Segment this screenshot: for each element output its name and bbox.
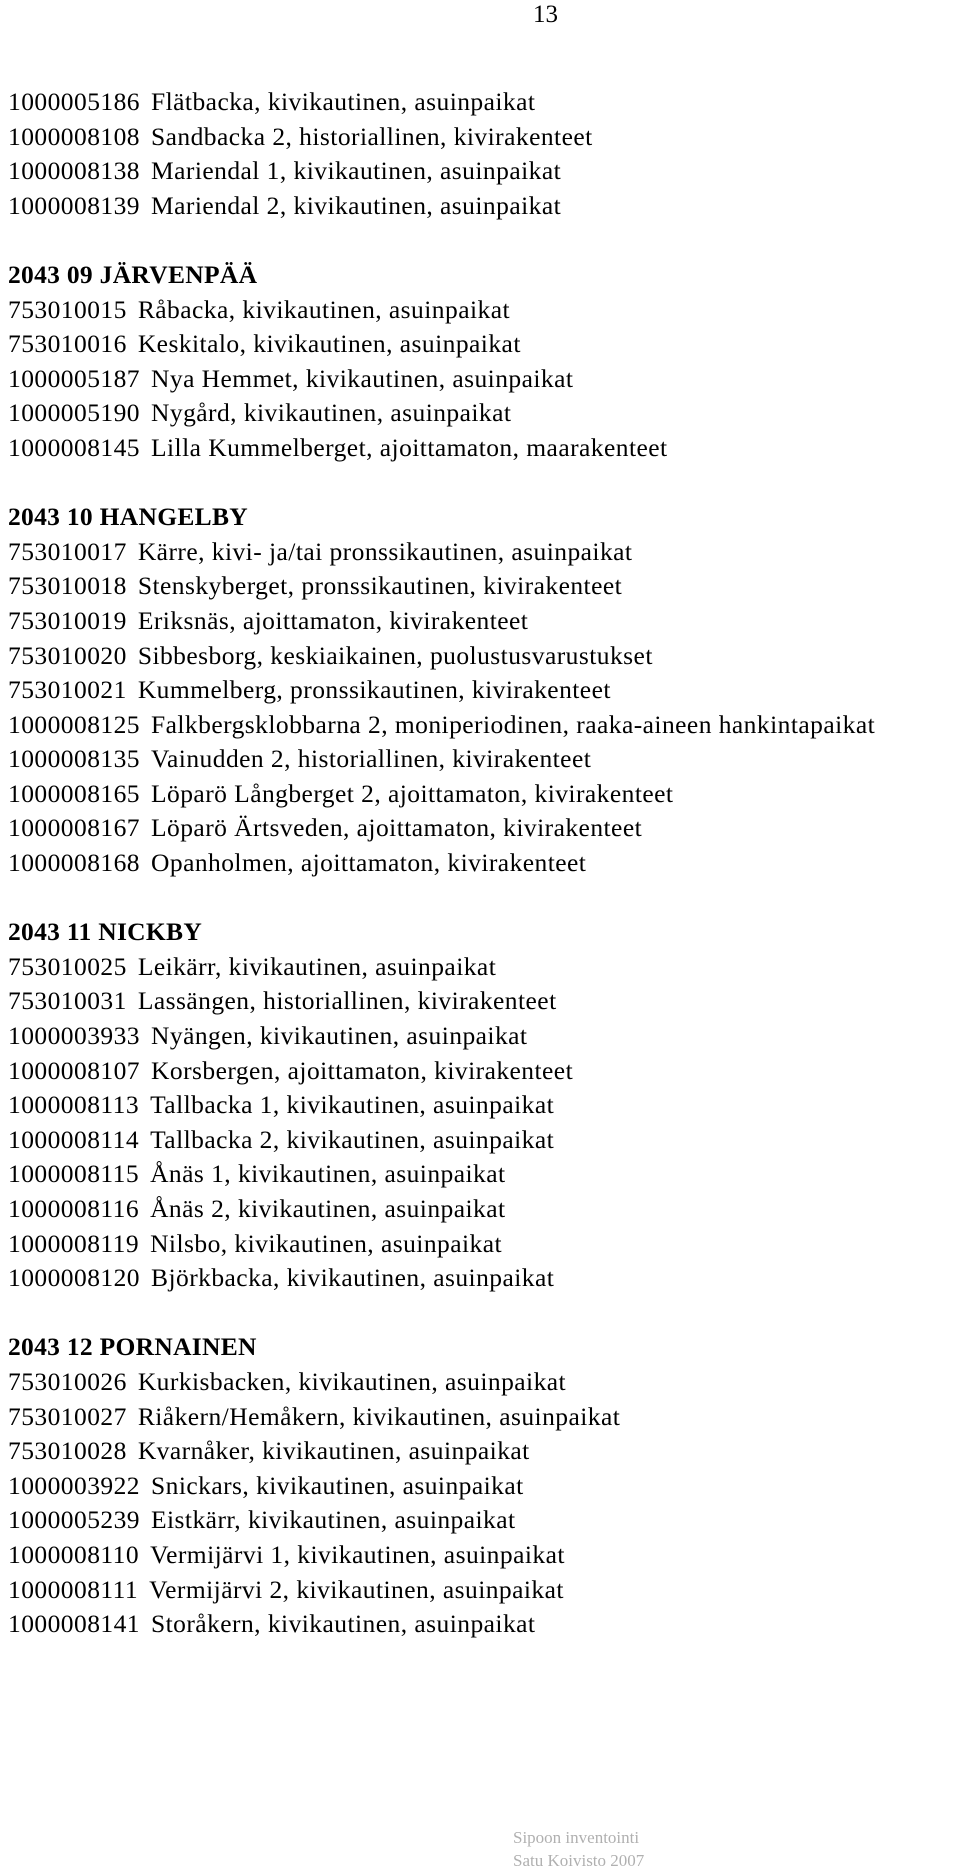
site-description: Mariendal 1, kivikautinen, asuinpaikat: [151, 156, 562, 186]
list-item: [8, 1192, 958, 1227]
site-code: 1000008108: [8, 121, 140, 151]
list-item: [8, 535, 958, 570]
list-item: [8, 742, 958, 777]
section-entries: [8, 1365, 958, 1642]
site-description: Vermijärvi 1, kivikautinen, asuinpaikat: [150, 1539, 565, 1569]
site-code: 1000003933: [8, 1021, 140, 1051]
list-item: [8, 1573, 958, 1608]
site-code: 1000008125: [8, 709, 140, 739]
site-description: Löparö Långberget 2, ajoittamaton, kivirakenteet: [151, 778, 674, 808]
site-description: Nyängen, kivikautinen, asuinpaikat: [151, 1021, 528, 1051]
site-code: 1000008116: [8, 1194, 140, 1223]
site-code: 1000008110: [8, 1539, 140, 1569]
site-description: Eistkärr, kivikautinen, asuinpaikat: [151, 1505, 516, 1535]
list-item: [8, 1469, 958, 1504]
list-item: [8, 1400, 958, 1435]
site-code: 1000008139: [8, 190, 140, 220]
list-item: [8, 1019, 958, 1054]
site-description: Riåkern/Hemåkern, kivikautinen, asuinpaikat: [137, 1401, 621, 1431]
site-code: 1000008107: [8, 1055, 140, 1085]
document-body: [8, 85, 958, 1642]
site-code: 1000008168: [8, 848, 140, 878]
site-code: 1000003922: [8, 1470, 140, 1500]
site-code: 753010015: [8, 294, 127, 324]
list-item: [8, 1054, 958, 1089]
site-description: Ånäs 1, kivikautinen, asuinpaikat: [150, 1159, 506, 1189]
site-code: 1000005187: [8, 363, 140, 393]
list-item: [8, 1503, 958, 1538]
site-description: Storåkern, kivikautinen, asuinpaikat: [151, 1609, 536, 1639]
list-item: [8, 984, 958, 1019]
site-description: Stenskyberget, pronssikautinen, kivirakenteet: [137, 571, 623, 601]
list-item: [8, 1365, 958, 1400]
site-description: Flätbacka, kivikautinen, asuinpaikat: [151, 87, 536, 116]
site-code: 1000008114: [8, 1124, 140, 1154]
site-description: Sandbacka 2, historiallinen, kivirakenteet: [151, 121, 593, 151]
municipality-section: [8, 915, 958, 1296]
site-code: 1000008120: [8, 1263, 140, 1293]
list-item: [8, 1227, 958, 1262]
site-description: Björkbacka, kivikautinen, asuinpaikat: [151, 1263, 555, 1293]
site-description: Vermijärvi 2, kivikautinen, asuinpaikat: [149, 1574, 564, 1604]
site-code: 1000008138: [8, 156, 140, 186]
site-code: 1000008165: [8, 778, 140, 808]
section-heading: 2043 10 HANGELBY: [8, 502, 248, 532]
list-item: [8, 85, 958, 120]
site-code: 753010018: [8, 571, 127, 601]
list-item: [8, 1607, 958, 1642]
site-description: Nygård, kivikautinen, asuinpaikat: [151, 398, 512, 428]
site-description: Kvarnåker, kivikautinen, asuinpaikat: [137, 1436, 530, 1466]
list-item: [8, 950, 958, 985]
site-code: 1000008115: [8, 1159, 140, 1189]
footer-line-1: Sipoon inventointi: [513, 1828, 640, 1847]
section-entries: [8, 535, 958, 881]
list-item: [8, 1123, 958, 1158]
site-code: 1000005239: [8, 1505, 140, 1535]
site-description: Lilla Kummelberget, ajoittamaton, maarakenteet: [151, 432, 668, 462]
section-heading: 2043 12 PORNAINEN: [8, 1332, 257, 1362]
list-item: [8, 1261, 958, 1296]
list-item: [8, 327, 958, 362]
site-description: Kurkisbacken, kivikautinen, asuinpaikat: [137, 1366, 567, 1396]
site-code: 1000008113: [8, 1090, 140, 1120]
site-description: Tallbacka 2, kivikautinen, asuinpaikat: [150, 1124, 555, 1154]
list-item: [8, 362, 958, 397]
site-description: Löparö Ärtsveden, ajoittamaton, kivirakenteet: [151, 813, 643, 843]
footer-line-2: Satu Koivisto 2007: [513, 1851, 645, 1870]
site-description: Keskitalo, kivikautinen, asuinpaikat: [137, 329, 521, 359]
list-item: [8, 846, 958, 881]
site-description: Opanholmen, ajoittamaton, kivirakenteet: [151, 848, 587, 878]
site-code: 753010016: [8, 329, 127, 359]
list-item: [8, 569, 958, 604]
site-code: 753010021: [8, 675, 127, 705]
site-description: Snickars, kivikautinen, asuinpaikat: [151, 1470, 524, 1500]
site-description: Nilsbo, kivikautinen, asuinpaikat: [150, 1228, 503, 1258]
list-item: [8, 708, 958, 743]
site-code: 753010019: [8, 605, 127, 635]
list-item: [8, 1434, 958, 1469]
site-code: 1000005190: [8, 398, 140, 428]
list-item: [8, 639, 958, 674]
footer: [513, 1826, 644, 1872]
site-description: Råbacka, kivikautinen, asuinpaikat: [137, 294, 511, 324]
site-description: Ånäs 2, kivikautinen, asuinpaikat: [150, 1194, 506, 1223]
site-code: 753010026: [8, 1366, 127, 1396]
intro-list: [8, 85, 958, 223]
list-item: [8, 811, 958, 846]
list-item: [8, 396, 958, 431]
site-code: 753010027: [8, 1401, 127, 1431]
municipality-section: [8, 1330, 958, 1641]
site-code: 753010017: [8, 536, 127, 566]
site-code: 1000008111: [8, 1574, 139, 1604]
list-item: [8, 431, 958, 466]
section-entries: [8, 950, 958, 1296]
site-description: Tallbacka 1, kivikautinen, asuinpaikat: [150, 1090, 555, 1120]
list-item: [8, 120, 958, 155]
section-entries: [8, 293, 958, 466]
list-item: [8, 154, 958, 189]
site-code: 753010025: [8, 951, 127, 981]
site-code: 1000008145: [8, 432, 140, 462]
site-description: Eriksnäs, ajoittamaton, kivirakenteet: [137, 605, 529, 635]
site-description: Korsbergen, ajoittamaton, kivirakenteet: [151, 1055, 574, 1085]
list-item: [8, 1088, 958, 1123]
list-item: [8, 777, 958, 812]
list-item: [8, 1538, 958, 1573]
list-item: [8, 1157, 958, 1192]
site-code: 1000008141: [8, 1609, 140, 1639]
section-heading: 2043 09 JÄRVENPÄÄ: [8, 259, 258, 289]
site-description: Falkbergsklobbarna 2, moniperiodinen, raaka-aineen hankintapaikat: [151, 709, 876, 739]
site-description: Lassängen, historiallinen, kivirakenteet: [137, 986, 557, 1016]
municipality-section: [8, 500, 958, 881]
site-description: Leikärr, kivikautinen, asuinpaikat: [137, 951, 497, 981]
site-code: 753010031: [8, 986, 127, 1016]
site-description: Sibbesborg, keskiaikainen, puolustusvarustukset: [137, 640, 653, 670]
site-code: 753010028: [8, 1436, 127, 1466]
site-code: 753010020: [8, 640, 127, 670]
site-code: 1000008167: [8, 813, 140, 843]
sections-container: [8, 258, 958, 1642]
list-item: [8, 673, 958, 708]
site-description: Vainudden 2, historiallinen, kivirakenteet: [151, 744, 592, 774]
site-description: Kummelberg, pronssikautinen, kivirakenteet: [137, 675, 611, 705]
site-description: Mariendal 2, kivikautinen, asuinpaikat: [151, 190, 562, 220]
site-code: 1000008119: [8, 1228, 140, 1258]
site-description: Nya Hemmet, kivikautinen, asuinpaikat: [151, 363, 574, 393]
site-description: Kärre, kivi- ja/tai pronssikautinen, asuinpaikat: [137, 536, 633, 566]
page-number: 13: [533, 1, 558, 28]
list-item: [8, 604, 958, 639]
municipality-section: [8, 258, 958, 466]
site-code: 1000008135: [8, 744, 140, 774]
list-item: [8, 293, 958, 328]
section-heading: 2043 11 NICKBY: [8, 917, 203, 947]
list-item: [8, 189, 958, 224]
site-code: 1000005186: [8, 87, 140, 116]
